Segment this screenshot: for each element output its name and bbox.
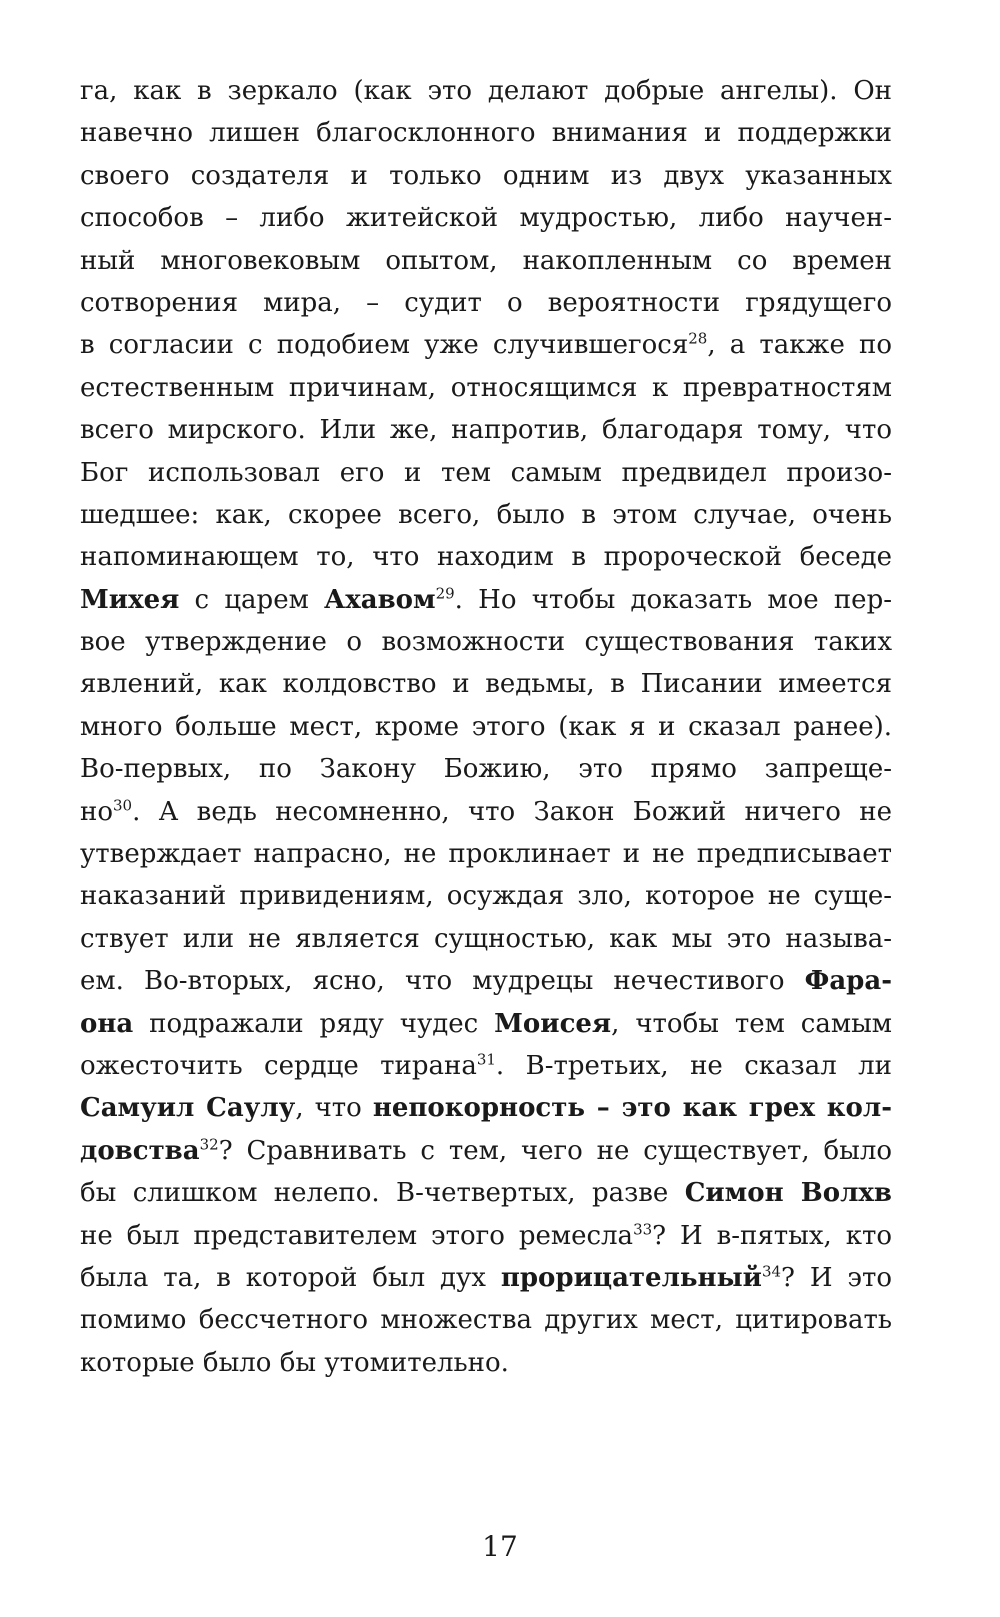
footnote-marker: 31: [476, 1050, 496, 1069]
text-line: [80, 918, 892, 960]
text-segment: ? Сравнивать с тем, чего не существует, было: [218, 1135, 892, 1166]
text-line: [80, 875, 892, 917]
text-segment: способов – либо житейской мудростью, либо научен-: [80, 203, 892, 234]
text-line: [80, 282, 892, 324]
text-line: [80, 1087, 892, 1129]
text-segment: . А ведь несомненно, что Закон Божий ничего не: [132, 796, 892, 827]
text-segment: , чтобы тем самым: [611, 1008, 892, 1039]
text-segment: утверждает напрасно, не проклинает и не предписывает: [80, 839, 892, 870]
text-segment: сотворения мира, – судит о вероятности грядущего: [80, 287, 892, 318]
text-line: [80, 960, 892, 1002]
text-line: [80, 240, 892, 282]
bold-name: Симон Волхв: [684, 1178, 892, 1209]
text-segment: была та, в которой был дух: [80, 1262, 501, 1293]
text-line: [80, 833, 892, 875]
page-number: 17: [482, 1530, 518, 1563]
bold-name: Ахавом: [324, 584, 436, 615]
text-line: [80, 621, 892, 663]
text-line: [80, 1172, 892, 1214]
text-line: [80, 1045, 892, 1087]
text-line: [80, 324, 892, 366]
text-line: [80, 1003, 892, 1045]
bold-name: Фара-: [804, 966, 892, 997]
text-segment: , а также по: [707, 330, 892, 361]
footnote-marker: 34: [761, 1262, 782, 1281]
footnote-marker: 32: [199, 1135, 219, 1154]
text-line: [80, 155, 892, 197]
footnote-marker: 33: [633, 1219, 653, 1238]
text-segment: . В-третьих, не сказал ли: [495, 1050, 892, 1081]
text-segment: ем. Во-вторых, ясно, что мудрецы нечестивого: [80, 966, 805, 997]
text-line: [80, 70, 892, 112]
text-segment: естественным причинам, относящимся к превратностям: [80, 372, 892, 403]
text-segment: много больше мест, кроме этого (как я и сказал ранее).: [80, 711, 892, 742]
text-segment: всего мирского. Или же, напротив, благодаря тому, что: [80, 415, 892, 446]
text-line: [80, 452, 892, 494]
text-segment: шедшее: как, скорее всего, было в этом случае, очень: [80, 499, 892, 530]
text-segment: помимо бессчетного множества других мест, цитировать: [80, 1305, 892, 1336]
text-segment: напоминающем то, что находим в пророческой беседе: [80, 542, 892, 573]
text-segment: ? И в-пятых, кто: [652, 1220, 892, 1251]
text-line: [80, 409, 892, 451]
text-line: [80, 748, 892, 790]
text-segment: ? И это: [781, 1262, 892, 1293]
bold-name: Михея: [80, 584, 180, 615]
text-segment: ствует или не является сущностью, как мы это называ-: [80, 923, 892, 954]
text-segment: . Но чтобы доказать мое пер-: [454, 584, 892, 615]
bold-name: довства: [80, 1135, 200, 1166]
text-line: [80, 791, 892, 833]
text-line: [80, 1257, 892, 1299]
text-segment: Во-первых, по Закону Божию, это прямо запреще-: [80, 754, 892, 785]
bold-name: прорицательный: [500, 1262, 762, 1293]
text-line: [80, 1130, 892, 1172]
text-segment: которые было бы утомительно.: [80, 1347, 509, 1378]
text-line: [80, 494, 892, 536]
text-line: [80, 579, 892, 621]
text-segment: ный многовековым опытом, накопленным со времен: [80, 245, 892, 276]
text-segment: бы слишком нелепо. В-четвертых, разве: [80, 1178, 685, 1209]
text-line: [80, 112, 892, 154]
body-text: [80, 70, 892, 1384]
footnote-marker: 30: [112, 795, 133, 814]
text-segment: , что: [295, 1093, 373, 1124]
text-segment: ожесточить сердце тирана: [80, 1050, 477, 1081]
text-segment: Бог использовал его и тем самым предвидел произо-: [80, 457, 892, 488]
text-line: [80, 1215, 892, 1257]
footnote-marker: 29: [435, 584, 455, 603]
text-line: [80, 1299, 892, 1341]
text-segment: навечно лишен благосклонного внимания и поддержки: [80, 118, 892, 149]
text-line: [80, 1342, 892, 1384]
text-segment: явлений, как колдовство и ведьмы, в Писании имеется: [80, 669, 892, 700]
text-line: [80, 197, 892, 239]
text-line: [80, 536, 892, 578]
text-segment: с царем: [179, 584, 325, 615]
text-line: [80, 706, 892, 748]
text-segment: га, как в зеркало (как это делают добрые ангелы). Он: [80, 76, 892, 106]
bold-name: Самуил Саулу: [80, 1093, 296, 1124]
text-segment: подражали ряду чудес: [133, 1008, 495, 1039]
footnote-marker: 28: [688, 329, 708, 348]
text-segment: наказаний привидениям, осуждая зло, которое не суще-: [80, 881, 892, 912]
text-line: [80, 663, 892, 705]
text-segment: не был представителем этого ремесла: [80, 1220, 634, 1251]
bold-name: Моисея: [494, 1008, 612, 1039]
text-line: [80, 367, 892, 409]
text-segment: вое утверждение о возможности существования таких: [80, 627, 892, 658]
text-segment: но: [80, 796, 113, 827]
bold-name: непокорность – это как грех кол-: [372, 1093, 892, 1124]
bold-name: она: [80, 1008, 134, 1039]
text-segment: своего создателя и только одним из двух указанных: [80, 160, 892, 191]
text-segment: в согласии с подобием уже случившегося: [80, 330, 689, 361]
